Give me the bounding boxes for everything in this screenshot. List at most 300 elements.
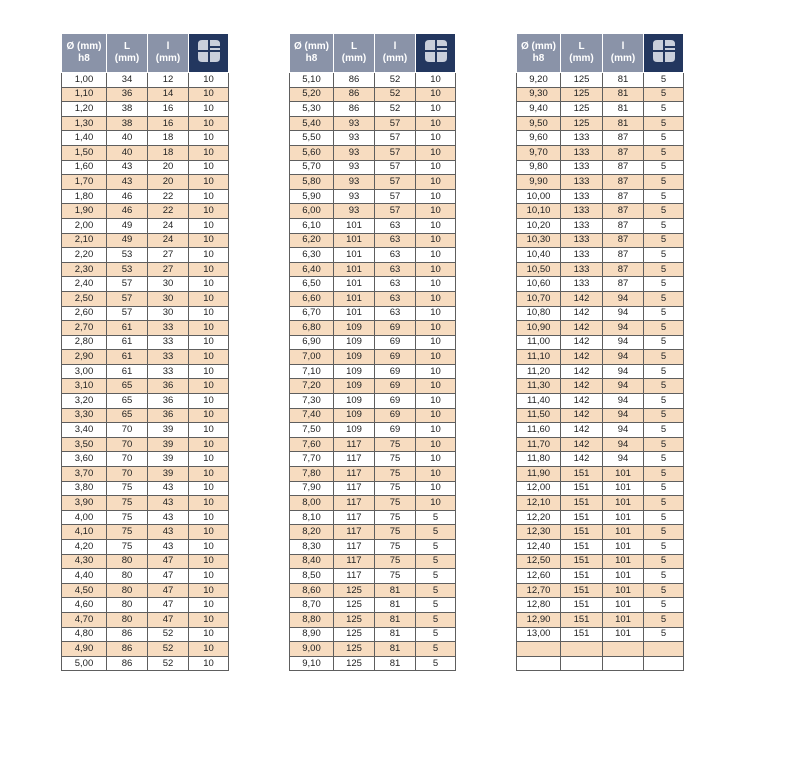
diameter-header-line: Ø (mm) [521, 41, 556, 52]
table-row [290, 262, 456, 277]
pack-quantity-header [644, 34, 684, 73]
length-cell: 49 [107, 218, 148, 233]
flute-length-cell: 57 [375, 116, 416, 131]
table-row [62, 175, 229, 190]
length-cell: 101 [334, 277, 375, 292]
length-cell: 75 [107, 481, 148, 496]
table-row [62, 612, 229, 627]
diameter-cell: 8,50 [290, 569, 334, 584]
length-cell: 109 [334, 379, 375, 394]
diameter-cell: 11,70 [517, 437, 561, 452]
table-row [517, 131, 684, 146]
table-row [290, 335, 456, 350]
diameter-cell: 9,10 [290, 656, 334, 671]
flute-length-cell: 75 [375, 510, 416, 525]
diameter-cell: 9,20 [517, 73, 561, 88]
table-row [62, 189, 229, 204]
flute-length-cell: 18 [148, 131, 189, 146]
length-cell: 86 [334, 87, 375, 102]
length-cell: 133 [561, 262, 603, 277]
length-cell: 101 [334, 306, 375, 321]
pack-qty-cell: 10 [416, 131, 456, 146]
flute-length-header [375, 34, 416, 73]
diameter-cell: 10,70 [517, 291, 561, 306]
length-cell: 86 [334, 73, 375, 88]
length-cell: 43 [107, 175, 148, 190]
flute-length-cell: 52 [148, 627, 189, 642]
length-cell [561, 656, 603, 671]
pack-qty-cell: 5 [416, 627, 456, 642]
flute-length-cell: 69 [375, 423, 416, 438]
diameter-cell: 1,50 [62, 145, 107, 160]
pack-qty-cell: 10 [189, 262, 229, 277]
pack-qty-cell: 10 [416, 437, 456, 452]
diameter-cell: 2,90 [62, 350, 107, 365]
pack-qty-cell: 10 [189, 116, 229, 131]
diameter-cell: 7,30 [290, 394, 334, 409]
diameter-cell: 8,10 [290, 510, 334, 525]
table-row [62, 262, 229, 277]
table-row [517, 481, 684, 496]
diameter-cell: 12,70 [517, 583, 561, 598]
pack-qty-cell: 10 [189, 87, 229, 102]
length-cell: 40 [107, 131, 148, 146]
pack-qty-cell: 5 [416, 583, 456, 598]
diameter-header-line: h8 [78, 53, 90, 64]
table-row [62, 73, 229, 88]
pack-qty-cell: 10 [189, 642, 229, 657]
table-row [517, 379, 684, 394]
length-cell: 80 [107, 583, 148, 598]
flute-length-cell: 47 [148, 598, 189, 613]
flute-length-cell: 52 [148, 642, 189, 657]
flute-length-cell: 14 [148, 87, 189, 102]
flute-length-cell: 43 [148, 540, 189, 555]
table-row [62, 656, 229, 671]
table-row [62, 248, 229, 263]
table-row [62, 102, 229, 117]
pack-qty-cell: 10 [416, 321, 456, 336]
length-cell: 75 [107, 525, 148, 540]
diameter-cell: 12,30 [517, 525, 561, 540]
table-row [290, 423, 456, 438]
flute-length-cell: 87 [603, 145, 644, 160]
flute-length-cell: 63 [375, 233, 416, 248]
pack-qty-cell: 10 [189, 437, 229, 452]
length-cell: 40 [107, 145, 148, 160]
table-row [62, 467, 229, 482]
table-row [62, 583, 229, 598]
diameter-cell: 6,20 [290, 233, 334, 248]
diameter-cell: 8,70 [290, 598, 334, 613]
diameter-cell: 3,70 [62, 467, 107, 482]
flute-length-cell: 81 [375, 583, 416, 598]
diameter-cell: 1,10 [62, 87, 107, 102]
table-row [62, 204, 229, 219]
diameter-cell: 3,10 [62, 379, 107, 394]
diameter-cell: 1,80 [62, 189, 107, 204]
table-row [517, 467, 684, 482]
length-cell: 133 [561, 160, 603, 175]
flute-length-cell: 57 [375, 160, 416, 175]
table-row [290, 379, 456, 394]
flute-length-cell: 33 [148, 335, 189, 350]
package-quantity-icon [423, 38, 449, 64]
diameter-header-line: h8 [532, 53, 545, 64]
diameter-cell: 3,80 [62, 481, 107, 496]
flute-length-cell: 52 [375, 87, 416, 102]
flute-length-cell: 39 [148, 467, 189, 482]
table-row [62, 145, 229, 160]
length-cell: 61 [107, 335, 148, 350]
pack-qty-cell: 10 [189, 160, 229, 175]
pack-qty-cell: 5 [644, 394, 684, 409]
pack-qty-cell: 5 [644, 87, 684, 102]
pack-qty-cell: 10 [416, 364, 456, 379]
pack-qty-cell: 5 [416, 525, 456, 540]
pack-qty-cell: 10 [416, 467, 456, 482]
table-row [290, 131, 456, 146]
pack-qty-cell: 10 [189, 145, 229, 160]
flute-length-cell: 81 [603, 73, 644, 88]
pack-qty-cell: 5 [644, 437, 684, 452]
pack-qty-cell: 10 [189, 423, 229, 438]
flute-length-cell: 101 [603, 554, 644, 569]
table-row [290, 569, 456, 584]
diameter-cell: 1,70 [62, 175, 107, 190]
flute-length-cell: 52 [375, 73, 416, 88]
length-cell: 101 [334, 248, 375, 263]
length-cell: 151 [561, 612, 603, 627]
table-row [290, 525, 456, 540]
length-cell: 151 [561, 525, 603, 540]
diameter-cell: 11,50 [517, 408, 561, 423]
pack-qty-cell: 5 [644, 233, 684, 248]
flute-length-cell: 39 [148, 437, 189, 452]
length-cell: 65 [107, 394, 148, 409]
pack-qty-cell: 5 [644, 248, 684, 263]
flute-length-cell: 81 [603, 102, 644, 117]
diameter-cell: 4,50 [62, 583, 107, 598]
length-cell: 109 [334, 423, 375, 438]
length-header [561, 34, 603, 73]
flute-length-header-line: (mm) [155, 53, 181, 64]
diameter-cell: 3,90 [62, 496, 107, 511]
length-cell: 49 [107, 233, 148, 248]
flute-length-cell: 87 [603, 131, 644, 146]
length-cell: 151 [561, 467, 603, 482]
diameter-cell: 11,20 [517, 364, 561, 379]
pack-qty-cell [644, 642, 684, 657]
length-cell: 142 [561, 379, 603, 394]
diameter-cell: 6,80 [290, 321, 334, 336]
pack-qty-cell: 10 [416, 379, 456, 394]
flute-length-cell: 101 [603, 467, 644, 482]
flute-length-cell: 81 [375, 642, 416, 657]
table-row [517, 540, 684, 555]
pack-qty-cell: 5 [644, 175, 684, 190]
flute-length-cell: 36 [148, 394, 189, 409]
length-cell: 34 [107, 73, 148, 88]
diameter-cell: 7,60 [290, 437, 334, 452]
table-row [517, 408, 684, 423]
diameter-cell: 7,90 [290, 481, 334, 496]
length-cell: 61 [107, 364, 148, 379]
flute-length-cell: 101 [603, 510, 644, 525]
pack-qty-cell: 10 [189, 102, 229, 117]
pack-qty-cell: 10 [189, 379, 229, 394]
diameter-header-line: h8 [305, 53, 318, 64]
flute-length-cell: 63 [375, 277, 416, 292]
diameter-cell: 2,70 [62, 321, 107, 336]
pack-qty-cell: 10 [416, 145, 456, 160]
flute-length-cell [603, 642, 644, 657]
flute-length-cell: 69 [375, 394, 416, 409]
length-cell: 109 [334, 408, 375, 423]
diameter-cell: 9,80 [517, 160, 561, 175]
length-cell: 80 [107, 569, 148, 584]
diameter-cell: 4,20 [62, 540, 107, 555]
diameter-cell: 2,10 [62, 233, 107, 248]
pack-qty-cell: 10 [189, 554, 229, 569]
pack-qty-cell: 10 [189, 291, 229, 306]
table-row [517, 364, 684, 379]
pack-qty-cell: 5 [644, 189, 684, 204]
flute-length-cell: 75 [375, 554, 416, 569]
diameter-cell: 9,50 [517, 116, 561, 131]
diameter-cell: 4,60 [62, 598, 107, 613]
table-row [517, 583, 684, 598]
diameter-cell: 12,50 [517, 554, 561, 569]
diameter-cell: 4,30 [62, 554, 107, 569]
diameter-cell: 10,90 [517, 321, 561, 336]
table-row [62, 496, 229, 511]
table-row [62, 291, 229, 306]
length-cell: 151 [561, 627, 603, 642]
pack-qty-cell: 10 [189, 277, 229, 292]
length-cell: 93 [334, 131, 375, 146]
length-header-line: (mm) [569, 53, 594, 64]
flute-length-cell: 75 [375, 452, 416, 467]
table-row [517, 116, 684, 131]
flute-length-cell: 33 [148, 350, 189, 365]
pack-quantity-header [189, 34, 229, 73]
diameter-cell: 9,60 [517, 131, 561, 146]
length-cell: 142 [561, 350, 603, 365]
length-cell: 117 [334, 554, 375, 569]
length-cell: 142 [561, 423, 603, 438]
table-row [290, 656, 456, 671]
length-cell: 133 [561, 189, 603, 204]
length-cell: 133 [561, 233, 603, 248]
pack-qty-cell: 10 [189, 394, 229, 409]
flute-length-cell: 43 [148, 481, 189, 496]
pack-qty-cell: 5 [644, 598, 684, 613]
table-row [517, 350, 684, 365]
length-cell: 43 [107, 160, 148, 175]
pack-qty-cell: 5 [644, 218, 684, 233]
diameter-cell: 3,40 [62, 423, 107, 438]
table-row [62, 569, 229, 584]
length-cell: 125 [334, 627, 375, 642]
flute-length-cell: 75 [375, 496, 416, 511]
pack-qty-cell: 10 [189, 583, 229, 598]
diameter-cell: 5,70 [290, 160, 334, 175]
pack-qty-cell: 10 [189, 627, 229, 642]
table-row [62, 131, 229, 146]
pack-qty-cell: 5 [644, 452, 684, 467]
flute-length-header-line: l [393, 41, 397, 52]
diameter-cell: 6,90 [290, 335, 334, 350]
table-row [62, 233, 229, 248]
table-row [517, 233, 684, 248]
table-row [517, 452, 684, 467]
pack-qty-cell: 10 [416, 175, 456, 190]
length-cell: 93 [334, 116, 375, 131]
length-cell: 109 [334, 350, 375, 365]
flute-length-cell: 16 [148, 102, 189, 117]
table-row [62, 218, 229, 233]
table-row [62, 525, 229, 540]
pack-qty-cell: 10 [416, 452, 456, 467]
table-row [62, 540, 229, 555]
pack-qty-cell: 10 [189, 598, 229, 613]
flute-length-cell: 39 [148, 452, 189, 467]
table-row [290, 364, 456, 379]
pack-qty-cell: 5 [644, 277, 684, 292]
pack-qty-cell: 5 [644, 262, 684, 277]
table-row [62, 510, 229, 525]
flute-length-cell: 69 [375, 335, 416, 350]
diameter-cell: 4,90 [62, 642, 107, 657]
flute-length-cell: 94 [603, 394, 644, 409]
length-cell: 133 [561, 145, 603, 160]
table-row [290, 204, 456, 219]
length-cell: 117 [334, 452, 375, 467]
flute-length-cell: 75 [375, 467, 416, 482]
flute-length-cell: 75 [375, 437, 416, 452]
table-row [62, 116, 229, 131]
flute-length-cell: 47 [148, 554, 189, 569]
length-header-line: (mm) [114, 53, 140, 64]
length-cell: 86 [107, 656, 148, 671]
length-cell: 80 [107, 554, 148, 569]
size-table-2 [289, 33, 456, 671]
flute-length-cell: 47 [148, 612, 189, 627]
length-cell: 93 [334, 160, 375, 175]
table-row [517, 525, 684, 540]
length-header [107, 34, 148, 73]
pack-qty-cell: 5 [644, 204, 684, 219]
length-cell: 125 [334, 656, 375, 671]
diameter-cell: 4,10 [62, 525, 107, 540]
diameter-cell: 9,40 [517, 102, 561, 117]
length-cell: 53 [107, 262, 148, 277]
pack-qty-cell: 10 [416, 408, 456, 423]
diameter-cell: 13,00 [517, 627, 561, 642]
diameter-cell: 1,30 [62, 116, 107, 131]
table-row [62, 598, 229, 613]
table-row [517, 598, 684, 613]
pack-qty-cell: 10 [416, 262, 456, 277]
flute-length-cell: 27 [148, 248, 189, 263]
pack-qty-cell: 5 [644, 116, 684, 131]
diameter-cell: 2,50 [62, 291, 107, 306]
flute-length-cell: 27 [148, 262, 189, 277]
length-cell: 57 [107, 277, 148, 292]
length-cell [561, 642, 603, 657]
flute-length-cell: 101 [603, 525, 644, 540]
diameter-cell: 2,20 [62, 248, 107, 263]
diameter-cell: 11,30 [517, 379, 561, 394]
table-row [62, 364, 229, 379]
table-row [517, 423, 684, 438]
diameter-cell: 3,50 [62, 437, 107, 452]
length-cell: 142 [561, 437, 603, 452]
diameter-cell: 7,70 [290, 452, 334, 467]
flute-length-cell: 81 [603, 116, 644, 131]
flute-length-cell: 24 [148, 218, 189, 233]
pack-qty-cell: 10 [189, 306, 229, 321]
diameter-cell: 1,40 [62, 131, 107, 146]
diameter-cell: 6,10 [290, 218, 334, 233]
length-cell: 117 [334, 437, 375, 452]
flute-length-cell: 87 [603, 218, 644, 233]
length-cell: 61 [107, 321, 148, 336]
pack-qty-cell: 10 [189, 408, 229, 423]
pack-qty-cell: 5 [416, 540, 456, 555]
pack-qty-cell: 10 [416, 291, 456, 306]
length-cell: 151 [561, 554, 603, 569]
pack-qty-cell: 10 [416, 335, 456, 350]
pack-qty-cell: 10 [416, 350, 456, 365]
pack-qty-cell: 10 [189, 452, 229, 467]
flute-length-cell: 36 [148, 408, 189, 423]
diameter-cell: 11,10 [517, 350, 561, 365]
flute-length-header-line: l [166, 41, 170, 52]
flute-length-cell: 87 [603, 175, 644, 190]
table-row [62, 160, 229, 175]
table-row [517, 160, 684, 175]
length-cell: 133 [561, 277, 603, 292]
flute-length-cell: 87 [603, 204, 644, 219]
length-cell: 53 [107, 248, 148, 263]
flute-length-cell: 22 [148, 189, 189, 204]
table-row [290, 510, 456, 525]
diameter-cell: 8,20 [290, 525, 334, 540]
table-row [517, 642, 684, 657]
flute-length-header-line: (mm) [382, 53, 408, 64]
flute-length-cell: 81 [375, 612, 416, 627]
flute-length-cell: 57 [375, 189, 416, 204]
table-row [290, 496, 456, 511]
length-cell: 117 [334, 510, 375, 525]
pack-qty-cell: 10 [416, 423, 456, 438]
table-row [290, 583, 456, 598]
pack-qty-cell: 10 [189, 218, 229, 233]
table-row [290, 160, 456, 175]
pack-qty-cell: 5 [644, 525, 684, 540]
flute-length-cell: 81 [375, 598, 416, 613]
table-row [517, 277, 684, 292]
length-cell: 142 [561, 394, 603, 409]
length-cell: 61 [107, 350, 148, 365]
flute-length-cell: 101 [603, 481, 644, 496]
pack-quantity-header [416, 34, 456, 73]
length-cell: 109 [334, 394, 375, 409]
diameter-cell: 1,60 [62, 160, 107, 175]
table-row [517, 145, 684, 160]
